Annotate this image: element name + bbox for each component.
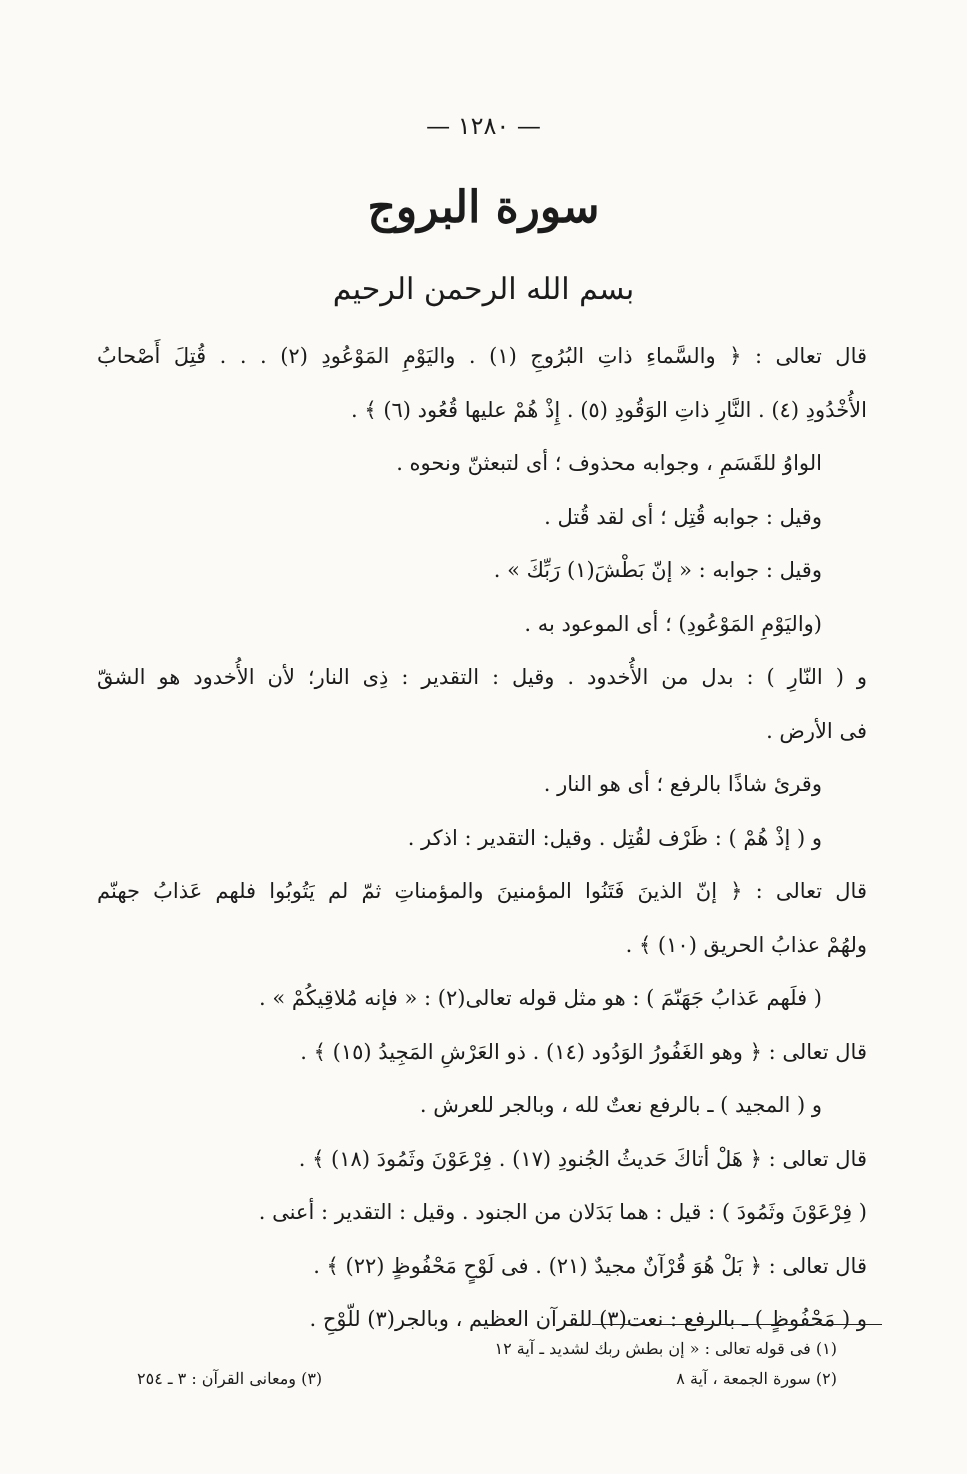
text-line: قال تعالى : ﴿ وهو الغَفُورُ الوَدُود (١٤) . ذو العَرْشِ المَجِيدُ (١٥) ﴾ . [300, 1039, 867, 1064]
footnote-row [137, 1364, 837, 1394]
text-line: ( فِرْعَوْنَ وثَمُودَ ) : قيل : هما بَدَلان من الجنود . وقيل : التقدير : أعنى . [258, 1200, 867, 1224]
footnotes [137, 1334, 837, 1394]
text-line: فى الأرض . [766, 718, 867, 743]
text-line: ولهُمْ عذابُ الحريق (١٠) ﴾ . [625, 932, 867, 957]
basmala: بسم الله الرحمن الرحيم [332, 272, 635, 307]
surah-title: سورة البروج [367, 182, 600, 233]
text-line: قال تعالى : ﴿ إنّ الذينَ فَتَنُوا المؤمنينَ والمؤمناتِ ثمّ لم يَتُوبُوا فلهم عَذابُ جهنّم [97, 879, 867, 903]
page-number: — ١٢٨٠ — [426, 112, 541, 140]
text-line: قال تعالى : ﴿ بَلْ هُوَ قُرْآنٌ مجيدٌ (٢١) . فى لَوْحٍ مَحْفُوظٍ (٢٢) ﴾ . [313, 1253, 867, 1278]
text-line: الواوُ للقَسَمِ ، وجوابه محذوف ؛ أى لتبعثنّ ونحوه . [396, 451, 822, 475]
text-line: الأُخْدُودِ (٤) . النَّارِ ذاتِ الوَقُودِ (٥) . إِذْ هُمْ عليها قُعُود (٦) ﴾ . [350, 397, 867, 422]
text-line: ( فلَهم عَذابُ جَهَنّمَ ) : هو مثل قوله تعالى(٢) : « فإنه مُلاقِيكُمْ » . [259, 986, 822, 1010]
text-line: وقرئ شاذًا بالرفع ؛ أى هو النار . [543, 772, 822, 796]
text-line: وقيل : جوابه : « إنّ بَطْشَ(١) رَبِّكَ » . [493, 558, 822, 582]
text-line: و ( النّارِ ) : بدل من الأُخدود . وقيل : التقدير : ذِى النار؛ لأن الأُخدود هو الشقّ [97, 665, 867, 689]
text-line: و ( المجيد ) ـ بالرفع نعتٌ لله ، وبالجر للعرش . [419, 1093, 822, 1117]
footnote-2: (٢) سورة الجمعة ، آية ٨ [676, 1369, 837, 1388]
text-line: (واليَوْمِ المَوْعُودِ) ؛ أى الموعود به . [524, 611, 822, 636]
text-line: قال تعالى : ﴿ والسَّماءِ ذاتِ البُرُوجِ (١) . واليَوْمِ المَوْعُودِ (٢) . . . قُتِلَ أَصْحابُ [97, 344, 867, 368]
text-line: و ( إذْ هُمْ ) : ظَرْف لقُتِل . وقيل: التقدير : اذكر . [407, 825, 822, 850]
footnote-1: (١) فى قوله تعالى : « إن بطش ربك لشديد ـ آية ١٢ [494, 1339, 837, 1358]
footnote-3: (٣) ومعانى القرآن : ٣ ـ ٢٥٤ [137, 1369, 323, 1388]
footnote-divider [592, 1324, 882, 1325]
text-line: و ( مَحْفُوظٍ ) ـ بالرفع : نعت(٣) للقرآن العظيم ، وبالجر(٣) للّوْحِ . [309, 1307, 867, 1331]
text-line: قال تعالى : ﴿ هَلْ أتاكَ حَديثُ الجُنودِ (١٧) . فِرْعَوْنَ وثَمُودَ (١٨) ﴾ . [298, 1146, 867, 1171]
text-line: وقيل : جوابه قُتِل ؛ أى لقد قُتل . [544, 504, 822, 529]
body-text [97, 330, 867, 1347]
